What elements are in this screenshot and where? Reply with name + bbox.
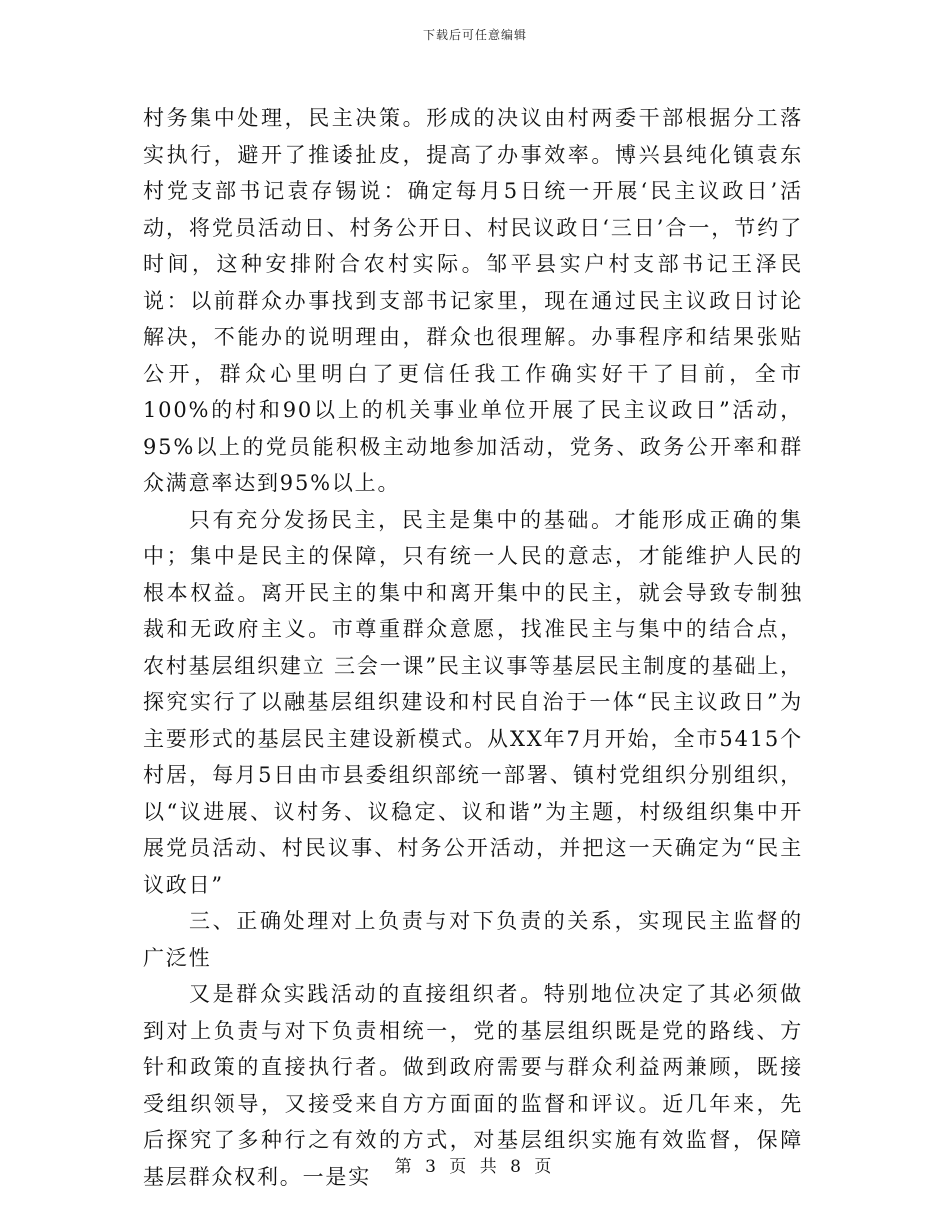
page-number: 第 3 页 共 8 页 <box>394 1157 556 1177</box>
paragraph-supervision: 又是群众实践活动的直接组织者。特别地位决定了其必须做到对上负责与对下负责相统一，党的基层组织既是党的路线、方针和政策的直接执行者。做到政府需要与群众利益两兼顾，既接受组织领导，又接受来自方方面面的监督和评议。近几年来，先后探究了多种行之有效的方式，对基层组织实施有效监督，保障基层群众权利。一是实 <box>143 982 803 1189</box>
paragraph-continuation: 村务集中处理，民主决策。形成的决议由村两委干部根据分工落实执行，避开了推诿扯皮，提高了办事效率。博兴县纯化镇袁东村党支部书记袁存锡说：确定每月5日统一开展‘民主议政日’活动，将党员活动日、村务公开日、村民议政日‘三日’合一，节约了时间，这种安排附合农村实际。邹平县实户村支部书记王泽民说：以前群众办事找到支部书记家里，现在通过民主议政日讨论解决，不能办的说明理由，群众也很理解。办事程序和结果张贴公开，群众心里明白了更信任我工作确实好干了目前，全市100%的村和90以上的机关事业单位开展了民主议政日”活动，95%以上的党员能积极主动地参加活动，党务、政务公开率和群众满意率达到95%以上。 <box>143 106 803 495</box>
paragraph-democracy-centralism: 只有充分发扬民主，民主是集中的基础。才能形成正确的集中；集中是民主的保障，只有统一人民的意志，才能维护人民的根本权益。离开民主的集中和离开集中的民主，就会导致专制独裁和无政府主义。市尊重群众意愿，找准民主与集中的结合点，农村基层组织建立 三会一课”民主议事等基层民主制度的基础上，探究实行了以融基层组织建设和村民自治于一体“民主议政日”为主要形式的基层民主建设新模式。从XX年7月开始，全市5415个村居，每月5日由市县委组织部统一部署、镇村党组织分别组织，以“议进展、议村务、议稳定、议和谐”为主题，村级组织集中开展党员活动、村民议事、村务公开活动，并把这一天确定为“民主议政日” <box>143 507 803 897</box>
page-header: 下载后可任意编辑 <box>422 28 527 42</box>
section-heading-three: 三、正确处理对上负责与对下负责的关系，实现民主监督的广泛性 <box>143 909 803 970</box>
document-body <box>143 100 803 1195</box>
